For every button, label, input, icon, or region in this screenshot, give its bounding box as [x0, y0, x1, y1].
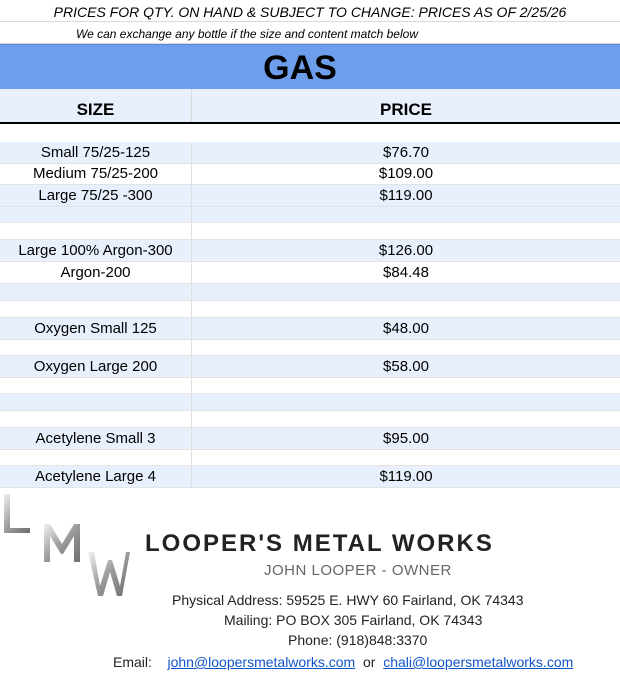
table-row: [0, 411, 620, 428]
size-cell: [0, 466, 191, 487]
table-row: [0, 394, 620, 411]
price-cell: [191, 207, 620, 222]
email-line: [113, 654, 573, 670]
price-cell: [191, 378, 620, 393]
size-cell: [0, 450, 191, 465]
size-cell: [0, 318, 191, 339]
table-row: [0, 185, 620, 207]
table-row: [0, 142, 620, 164]
size-text: Oxygen Large 200: [33, 358, 158, 375]
size-cell: [0, 378, 191, 393]
price-text: $58.00: [383, 358, 429, 375]
price-text: $84.48: [383, 264, 429, 281]
exchange-note: We can exchange any bottle if the size and content match below: [0, 22, 620, 44]
price-text: $95.00: [383, 430, 429, 447]
table-row: [0, 356, 620, 378]
size-cell: [0, 301, 191, 317]
lmw-logo: [0, 492, 130, 602]
price-cell: [191, 318, 620, 339]
price-cell: [191, 428, 620, 449]
size-cell: [0, 356, 191, 377]
table-row: [0, 378, 620, 394]
price-cell: [191, 394, 620, 410]
price-cell: [191, 284, 620, 300]
price-text: $76.70: [383, 144, 429, 161]
table-row: [0, 318, 620, 340]
price-text: $109.00: [378, 165, 434, 182]
physical-address: Physical Address: 59525 E. HWY 60 Fairland, OK 74343: [172, 592, 524, 608]
price-cell: [191, 164, 620, 184]
size-cell: [0, 142, 191, 163]
price-column-header: PRICE: [191, 89, 620, 122]
price-cell: [191, 142, 620, 163]
price-cell: [191, 185, 620, 206]
section-title: GAS: [0, 44, 620, 89]
table-row: [0, 284, 620, 301]
company-name: LOOPER'S METAL WORKS: [145, 530, 494, 557]
table-row: [0, 301, 620, 318]
table-row: [0, 207, 620, 223]
email-or: or: [362, 654, 376, 670]
price-text: $126.00: [378, 242, 434, 259]
price-cell: [191, 411, 620, 427]
size-cell: [0, 223, 191, 239]
price-cell: [191, 466, 620, 487]
size-text: Argon-200: [60, 264, 131, 281]
size-cell: [0, 240, 191, 261]
spacer-row: [0, 124, 620, 143]
size-text: Large 100% Argon-300: [18, 242, 173, 259]
table-row: [0, 450, 620, 466]
price-cell: [191, 223, 620, 239]
size-cell: [0, 411, 191, 427]
owner-name: JOHN LOOPER - OWNER: [264, 562, 452, 579]
size-cell: [0, 185, 191, 206]
price-text: $48.00: [383, 320, 429, 337]
table-row: [0, 466, 620, 488]
price-text: $119.00: [379, 468, 433, 485]
company-footer: [0, 492, 620, 673]
size-cell: [0, 262, 191, 283]
table-header: [0, 89, 620, 124]
size-text: Acetylene Large 4: [35, 468, 156, 485]
email-label: Email:: [113, 654, 152, 670]
table-row: [0, 223, 620, 240]
price-cell: [191, 262, 620, 283]
email-link-chali[interactable]: chali@loopersmetalworks.com: [383, 654, 574, 670]
size-cell: [0, 394, 191, 410]
size-cell: [0, 340, 191, 355]
size-cell: [0, 428, 191, 449]
table-row: [0, 240, 620, 262]
price-cell: [191, 301, 620, 317]
size-cell: [0, 284, 191, 300]
size-column-header: SIZE: [76, 100, 115, 119]
price-cell: [191, 340, 620, 355]
size-text: Acetylene Small 3: [35, 430, 156, 447]
price-notice: PRICES FOR QTY. ON HAND & SUBJECT TO CHANGE: PRICES AS OF 2/25/26: [0, 0, 620, 22]
email-link-john[interactable]: john@loopersmetalworks.com: [167, 654, 356, 670]
price-text: $119.00: [379, 187, 433, 204]
size-text: Medium 75/25-200: [32, 165, 159, 182]
table-row: [0, 428, 620, 450]
price-cell: [191, 356, 620, 377]
size-text: Oxygen Small 125: [34, 320, 157, 337]
phone-number: Phone: (918)848:3370: [288, 632, 428, 648]
mailing-address: Mailing: PO BOX 305 Fairland, OK 74343: [224, 612, 483, 628]
table-row: [0, 262, 620, 284]
table-row: [0, 164, 620, 185]
size-cell: [0, 207, 191, 222]
size-text: Small 75/25-125: [40, 144, 151, 161]
size-cell: [0, 164, 191, 184]
price-cell: [191, 450, 620, 465]
size-text: Large 75/25 -300: [38, 187, 153, 204]
price-cell: [191, 240, 620, 261]
table-row: [0, 340, 620, 356]
